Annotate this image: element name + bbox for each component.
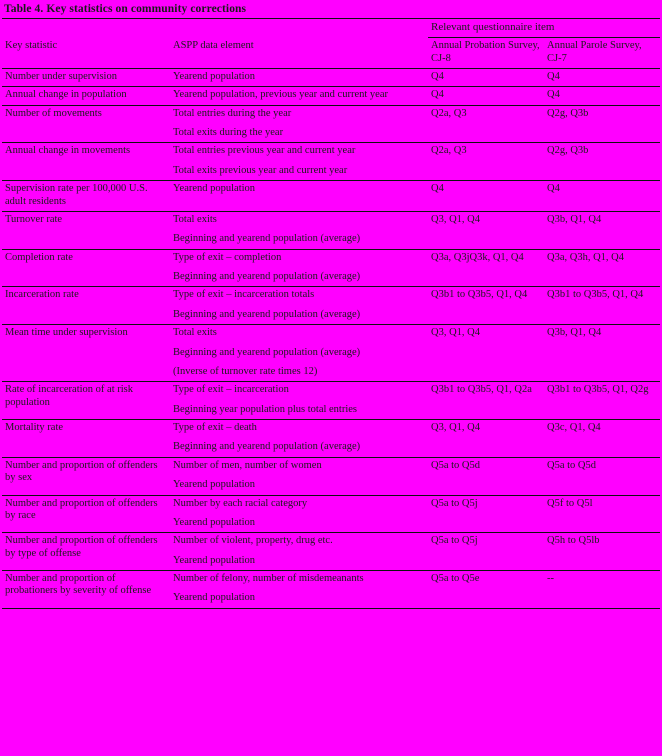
cell-probation-items <box>428 382 544 420</box>
cell-key-statistic: Completion rate <box>2 249 170 287</box>
cell-parole-items-line: Q5h to Q5lb <box>547 535 600 547</box>
cell-key-statistic: Supervision rate per 100,000 U.S. adult residents <box>2 181 170 212</box>
cell-aspp-data-element <box>170 571 428 609</box>
cell-aspp-data-element <box>170 211 428 249</box>
cell-probation-items-line: Q3, Q1, Q4 <box>431 213 480 225</box>
cell-aspp-data-element-line: Yearend population <box>173 516 256 528</box>
cell-probation-items <box>428 105 544 143</box>
cell-aspp-data-element-line: Total entries during the year <box>173 107 292 119</box>
table-row <box>2 87 660 105</box>
cell-key-statistic: Turnover rate <box>2 211 170 249</box>
cell-aspp-data-element <box>170 495 428 533</box>
cell-parole-items-line: Q3b1 to Q3b5, Q1, Q4 <box>547 289 644 301</box>
table-row <box>2 457 660 495</box>
table-row <box>2 420 660 458</box>
cell-probation-items-line: Q3a, Q3jQ3k, Q1, Q4 <box>431 251 524 263</box>
table-title: Table 4. Key statistics on community corrections <box>4 3 247 15</box>
cell-aspp-data-element-line: Beginning and yearend population (average) <box>173 441 361 453</box>
cell-key-statistic: Number and proportion of offenders by type of offense <box>2 533 170 571</box>
cell-parole-items-line: Q2g, Q3b <box>547 107 589 119</box>
cell-probation-items <box>428 325 544 382</box>
header-aspp-data-element: ASPP data element <box>170 38 428 69</box>
cell-key-statistic: Annual change in movements <box>2 143 170 181</box>
table-row <box>2 287 660 325</box>
cell-aspp-data-element-line: Type of exit – death <box>173 422 257 434</box>
cell-aspp-data-element-line: Total entries previous year and current year <box>173 145 356 157</box>
cell-key-statistic: Annual change in population <box>2 87 170 105</box>
cell-parole-items-line: Q5f to Q5l <box>547 497 593 509</box>
cell-key-statistic: Rate of incarceration of at risk population <box>2 382 170 420</box>
cell-parole-items <box>544 87 660 105</box>
cell-probation-items <box>428 68 544 86</box>
cell-parole-items-line: Q3c, Q1, Q4 <box>547 422 601 434</box>
cell-key-statistic: Number and proportion of probationers by severity of offense <box>2 571 170 609</box>
cell-aspp-data-element <box>170 87 428 105</box>
cell-aspp-data-element <box>170 181 428 212</box>
cell-aspp-data-element-line: Total exits <box>173 327 217 339</box>
cell-aspp-data-element <box>170 325 428 382</box>
table-row <box>2 571 660 609</box>
cell-aspp-data-element-line: Beginning and yearend population (average) <box>173 346 361 358</box>
cell-aspp-data-element-line: Beginning year population plus total entries <box>173 403 358 415</box>
cell-parole-items <box>544 249 660 287</box>
cell-parole-items-line: Q4 <box>547 89 560 101</box>
header-spacer-key <box>2 19 170 38</box>
cell-aspp-data-element-line: Number of men, number of women <box>173 459 322 471</box>
cell-aspp-data-element <box>170 68 428 86</box>
cell-probation-items <box>428 495 544 533</box>
cell-aspp-data-element-line: Number of violent, property, drug etc. <box>173 535 333 547</box>
cell-aspp-data-element <box>170 105 428 143</box>
cell-key-statistic: Number under supervision <box>2 68 170 86</box>
table-header-row <box>2 38 660 69</box>
cell-parole-items-line: Q2g, Q3b <box>547 145 589 157</box>
cell-parole-items-line: Q3b, Q1, Q4 <box>547 213 602 225</box>
cell-probation-items-line: Q5a to Q5d <box>431 459 480 471</box>
cell-aspp-data-element-line: Total exits <box>173 213 217 225</box>
cell-probation-items-line: Q3b1 to Q3b5, Q1, Q2a <box>431 384 532 396</box>
cell-probation-items <box>428 457 544 495</box>
cell-aspp-data-element-line: Yearend population <box>173 70 256 82</box>
cell-parole-items <box>544 325 660 382</box>
key-statistics-table <box>2 18 660 609</box>
cell-probation-items-line: Q4 <box>431 183 444 195</box>
cell-parole-items <box>544 382 660 420</box>
cell-aspp-data-element-line: Yearend population, previous year and current year <box>173 89 388 101</box>
cell-probation-items-line: Q5a to Q5j <box>431 497 478 509</box>
cell-parole-items <box>544 68 660 86</box>
cell-aspp-data-element-line: Total exits during the year <box>173 127 284 139</box>
cell-aspp-data-element-line: Type of exit – incarceration <box>173 384 289 396</box>
cell-probation-items-line: Q4 <box>431 89 444 101</box>
table-row <box>2 143 660 181</box>
cell-parole-items-line: -- <box>547 573 554 585</box>
table-row <box>2 495 660 533</box>
header-key-statistic: Key statistic <box>2 38 170 69</box>
cell-aspp-data-element-line: Type of exit – completion <box>173 251 282 263</box>
cell-parole-items <box>544 105 660 143</box>
cell-aspp-data-element-line: Beginning and yearend population (average) <box>173 308 361 320</box>
cell-parole-items <box>544 495 660 533</box>
cell-key-statistic: Number of movements <box>2 105 170 143</box>
cell-parole-items <box>544 181 660 212</box>
cell-key-statistic: Number and proportion of offenders by race <box>2 495 170 533</box>
header-spacer-element <box>170 19 428 38</box>
cell-aspp-data-element <box>170 382 428 420</box>
table-row <box>2 105 660 143</box>
table-row <box>2 68 660 86</box>
cell-aspp-data-element-line: Number of felony, number of misdemeanants <box>173 573 364 585</box>
cell-parole-items-line: Q5a to Q5d <box>547 459 596 471</box>
cell-probation-items <box>428 533 544 571</box>
cell-aspp-data-element-line: Yearend population <box>173 554 256 566</box>
table-row <box>2 382 660 420</box>
cell-probation-items <box>428 211 544 249</box>
cell-aspp-data-element-line: Total exits previous year and current year <box>173 164 348 176</box>
cell-parole-items <box>544 533 660 571</box>
cell-probation-items-line: Q2a, Q3 <box>431 145 467 157</box>
cell-probation-items-line: Q5a to Q5j <box>431 535 478 547</box>
cell-aspp-data-element-line: Type of exit – incarceration totals <box>173 289 315 301</box>
cell-probation-items <box>428 87 544 105</box>
cell-key-statistic: Number and proportion of offenders by sex <box>2 457 170 495</box>
cell-parole-items <box>544 420 660 458</box>
cell-parole-items <box>544 287 660 325</box>
table-row <box>2 181 660 212</box>
cell-aspp-data-element-line: (Inverse of turnover rate times 12) <box>173 365 318 377</box>
cell-probation-items <box>428 287 544 325</box>
table-row <box>2 211 660 249</box>
cell-probation-items-line: Q4 <box>431 70 444 82</box>
cell-aspp-data-element <box>170 287 428 325</box>
cell-aspp-data-element-line: Yearend population <box>173 592 256 604</box>
table-header-group-row <box>2 19 660 38</box>
header-annual-probation-survey: Annual Probation Survey, CJ-8 <box>428 38 544 69</box>
cell-probation-items <box>428 420 544 458</box>
cell-parole-items-line: Q3a, Q3h, Q1, Q4 <box>547 251 624 263</box>
cell-aspp-data-element <box>170 249 428 287</box>
cell-parole-items-line: Q4 <box>547 183 560 195</box>
cell-aspp-data-element-line: Beginning and yearend population (average) <box>173 271 361 283</box>
cell-probation-items <box>428 571 544 609</box>
cell-parole-items <box>544 211 660 249</box>
cell-probation-items <box>428 181 544 212</box>
cell-aspp-data-element-line: Number by each racial category <box>173 497 308 509</box>
cell-parole-items-line: Q3b1 to Q3b5, Q1, Q2g <box>547 384 649 396</box>
cell-parole-items <box>544 143 660 181</box>
cell-aspp-data-element <box>170 457 428 495</box>
cell-aspp-data-element <box>170 420 428 458</box>
cell-key-statistic: Mean time under supervision <box>2 325 170 382</box>
cell-probation-items-line: Q3, Q1, Q4 <box>431 422 480 434</box>
cell-parole-items <box>544 457 660 495</box>
header-annual-parole-survey: Annual Parole Survey, CJ-7 <box>544 38 660 69</box>
cell-probation-items <box>428 249 544 287</box>
cell-key-statistic: Incarceration rate <box>2 287 170 325</box>
cell-aspp-data-element-line: Beginning and yearend population (average) <box>173 233 361 245</box>
cell-probation-items-line: Q3b1 to Q3b5, Q1, Q4 <box>431 289 528 301</box>
cell-aspp-data-element-line: Yearend population <box>173 183 256 195</box>
table-body <box>2 68 660 608</box>
cell-parole-items <box>544 571 660 609</box>
cell-aspp-data-element <box>170 143 428 181</box>
cell-probation-items <box>428 143 544 181</box>
header-group-questionnaire: Relevant questionnaire item <box>428 19 660 38</box>
table-row <box>2 533 660 571</box>
cell-key-statistic: Mortality rate <box>2 420 170 458</box>
cell-parole-items-line: Q4 <box>547 70 560 82</box>
cell-probation-items-line: Q3, Q1, Q4 <box>431 327 480 339</box>
cell-probation-items-line: Q2a, Q3 <box>431 107 467 119</box>
table-row <box>2 325 660 382</box>
cell-aspp-data-element <box>170 533 428 571</box>
table-row <box>2 249 660 287</box>
cell-aspp-data-element-line: Yearend population <box>173 479 256 491</box>
cell-probation-items-line: Q5a to Q5e <box>431 573 480 585</box>
cell-parole-items-line: Q3b, Q1, Q4 <box>547 327 602 339</box>
